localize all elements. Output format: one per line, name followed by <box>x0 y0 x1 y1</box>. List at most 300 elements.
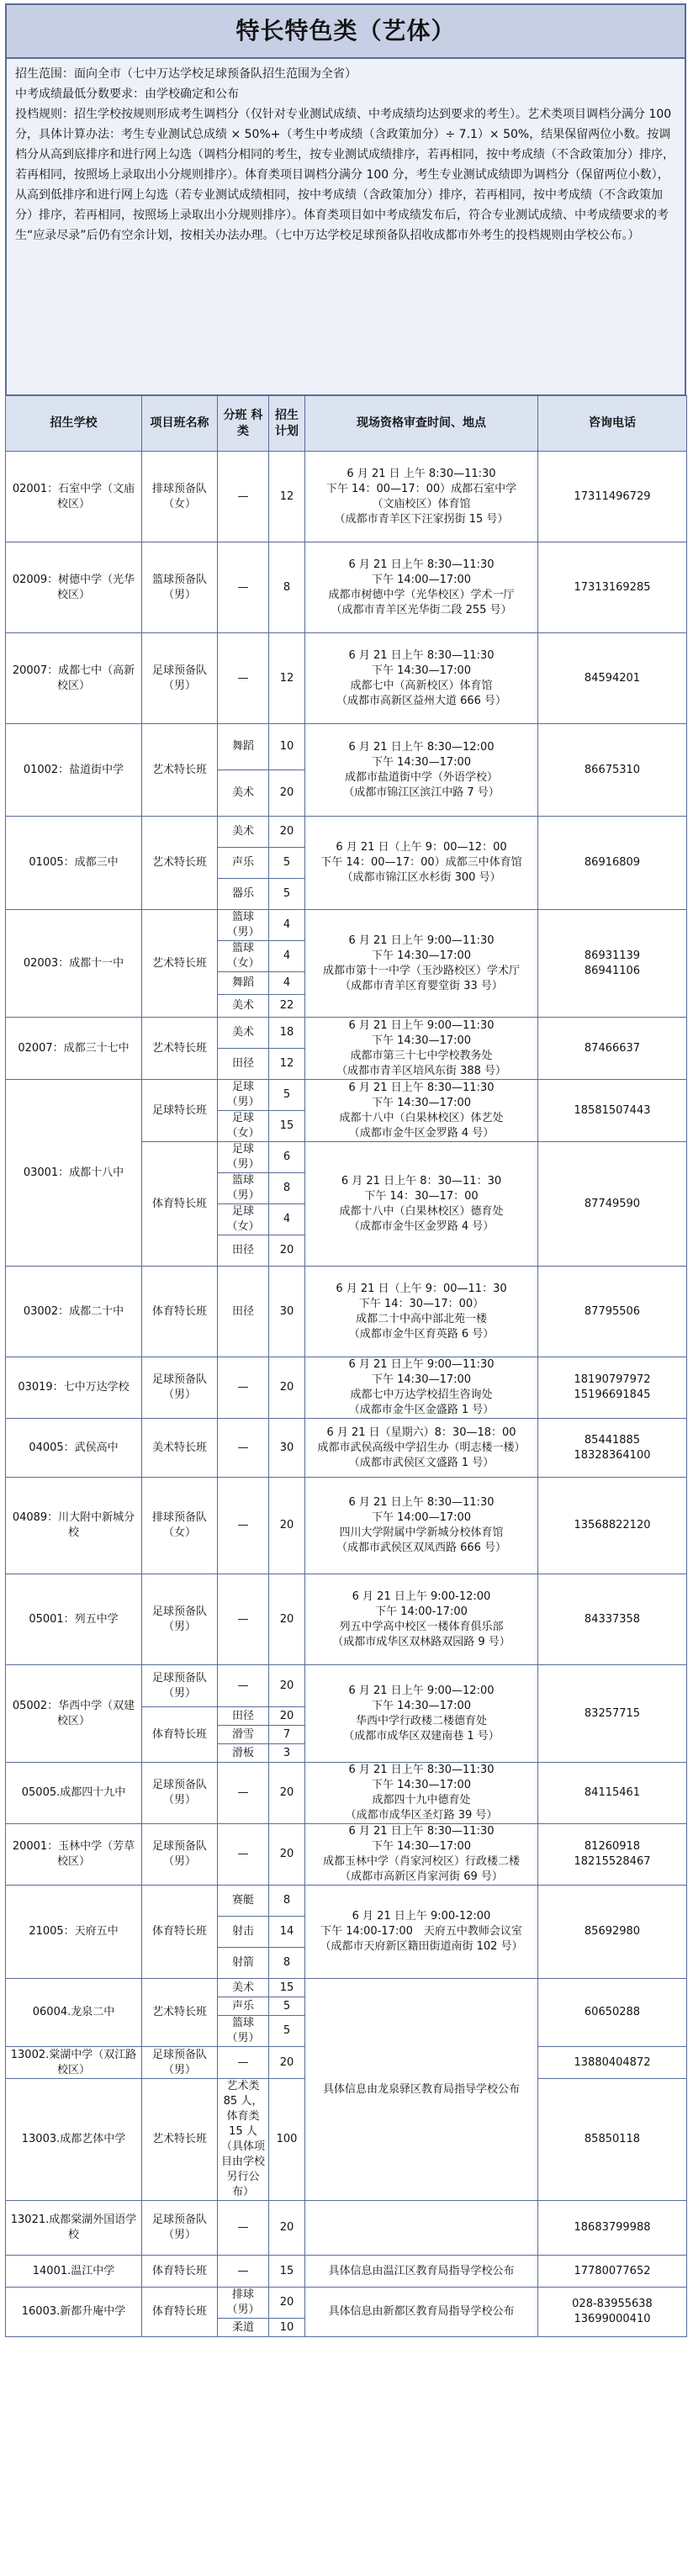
review-line: 成都十八中（白果林校区）体艺处 <box>339 1111 504 1124</box>
review-line: （成都市成华区双建南巷 1 号） <box>343 1729 500 1743</box>
subclass-cell <box>218 1824 269 1886</box>
plan-cell <box>269 910 305 941</box>
review-line: （成都市青羊区育婴堂街 33 号） <box>340 979 503 992</box>
school-name: 06004.龙泉二中 <box>32 2006 115 2018</box>
subclass-cell <box>218 910 269 941</box>
phone-number: 85692980 <box>584 1925 641 1938</box>
subclass-cell <box>218 1267 269 1357</box>
phone-number: 84115461 <box>584 1786 641 1799</box>
review-cell <box>305 1886 538 1979</box>
program-name: 足球预备队（男） <box>151 2214 207 2241</box>
subclass-cell <box>218 879 269 910</box>
review-line: （成都市金牛区金罗路 4 号） <box>348 1126 495 1140</box>
subclass-cell <box>218 2047 269 2079</box>
program-cell <box>142 817 218 910</box>
phone-cell <box>538 1478 687 1574</box>
plan-value: 12 <box>279 489 294 503</box>
plan-value: 5 <box>283 887 291 900</box>
admissions-table <box>5 395 687 2337</box>
plan-cell <box>269 941 305 972</box>
program-cell <box>142 2288 218 2337</box>
plan-value: 8 <box>283 1956 291 1969</box>
subclass-cell <box>218 2201 269 2256</box>
header-program: 项目班名称 <box>142 396 218 452</box>
program-cell <box>142 1478 218 1574</box>
plan-cell <box>269 995 305 1018</box>
phone-cell <box>538 1080 687 1142</box>
table-row <box>6 817 687 848</box>
program-cell <box>142 2256 218 2288</box>
plan-value: 30 <box>279 1441 294 1454</box>
plan-value: 20 <box>279 1679 294 1692</box>
review-line: 6 月 21 日（上午 9：00—12：00 <box>336 841 507 854</box>
subclass-value: 射击 <box>231 1925 254 1938</box>
program-cell <box>142 1142 218 1267</box>
intro-line: 投档规则：招生学校按规则形成考生调档分（仅针对专业测试成绩、中考成绩均达到要求的考生）。艺术类项目调档分满分 100 分，具体计算办法：考生专业测试总成绩 × 50%+（考生中考成绩（含政策加分）÷ 7.1）× 50%，结果保留两位小数。按调档分从高到底排序和进行网上勾选（调档分相同的考生，按专业测试成绩排序，若再相同，按中考成绩（不含政策加分）排序，若再相同，按照场上录取出小分规则排序）。体育类项目调档分满分 100 分，考生专业测试成绩即为调档分（保留两位小数），从高到低排序和进行网上勾选（若专业测试成绩相同，按中考成绩（含政策加分）排序，若再相同，按中考成绩（不含政策加分）排序，若再相同，按照场上录取出小分规则排序）。体育类项目如中考成绩发布后，符合专业测试成绩、中考成绩要求的考生“应录尽录”后仍有空余计划，按相关办法办理。（七中万达学校足球预备队招收成都市外考生的投档规则由学校公布。） <box>15 108 674 242</box>
subclass-cell <box>218 1235 269 1267</box>
plan-value: 20 <box>279 1519 294 1531</box>
subclass-value: 舞蹈 <box>231 740 254 753</box>
subclass-value: — <box>237 2264 249 2277</box>
plan-cell <box>269 1707 305 1726</box>
plan-value: 4 <box>283 1213 291 1225</box>
subclass-cell <box>218 542 269 633</box>
header-row <box>6 396 687 452</box>
subclass-value: 篮球（男） <box>226 1174 260 1202</box>
school-name: 05002：华西中学（双建校区） <box>12 1699 135 1727</box>
subclass-cell <box>218 2079 269 2201</box>
program-cell <box>142 633 218 724</box>
subclass-value: — <box>237 2055 249 2069</box>
subclass-cell <box>218 2288 269 2319</box>
intro-line: 中考成绩最低分数要求：由学校确定和公布 <box>15 87 239 101</box>
review-line: 6 月 21 日（星期六）8：30—18：00 <box>326 1426 516 1439</box>
phone-number: 18683799988 <box>574 2221 651 2234</box>
review-cell <box>305 1080 538 1142</box>
program-name: 艺术特长班 <box>151 1041 207 1055</box>
phone-number: 83257715 <box>584 1706 641 1720</box>
school-name: 02003：成都十一中 <box>23 956 124 970</box>
subclass-value: 柔道 <box>231 2320 254 2334</box>
phone-cell <box>538 1574 687 1665</box>
school-cell <box>6 1018 142 1080</box>
subclass-cell <box>218 1997 269 2016</box>
program-name: 足球预备队（男） <box>151 1840 207 1868</box>
plan-value: 20 <box>279 1709 294 1722</box>
subclass-value: — <box>237 1381 249 1394</box>
review-line: （成都市成华区圣灯路 39 号） <box>345 1809 498 1822</box>
program-cell <box>142 1419 218 1478</box>
review-cell <box>305 2201 538 2256</box>
review-cell <box>305 542 538 633</box>
subclass-cell <box>218 1574 269 1665</box>
review-line: 下午 14：30—17：00 <box>364 1189 479 1203</box>
school-cell <box>6 1665 142 1763</box>
review-line: 成都市树德中学（光华校区）学术一厅 <box>328 588 515 601</box>
phone-number: 85850118 <box>584 2133 641 2145</box>
phone-cell <box>538 2201 687 2256</box>
subclass-cell <box>218 1665 269 1707</box>
plan-cell <box>269 2288 305 2319</box>
review-line: 6 月 21 日上午 8:30—11:30 <box>348 1825 495 1838</box>
plan-cell <box>269 1665 305 1707</box>
review-line: 下午 14:30—17:00 <box>371 755 472 769</box>
review-cell <box>305 1824 538 1886</box>
subclass-cell <box>218 724 269 770</box>
review-cell <box>305 1478 538 1574</box>
subclass-value: 美术 <box>231 825 254 838</box>
program-name: 足球预备队（男） <box>151 1605 207 1633</box>
school-name: 16003.新都升庵中学 <box>21 2305 126 2318</box>
header-school: 招生学校 <box>6 396 142 452</box>
plan-value: 8 <box>283 1182 291 1194</box>
subclass-cell <box>218 1707 269 1726</box>
review-line: （成都市高新区益州大道 666 号） <box>336 694 507 707</box>
program-cell <box>142 1574 218 1665</box>
review-line: （成都市青羊区培风东街 388 号） <box>336 1064 507 1077</box>
subclass-value: 足球（男） <box>226 1081 260 1108</box>
plan-cell <box>269 879 305 910</box>
review-line: 成都市盐道街中学（外语学校） <box>344 770 498 784</box>
review-line: 6 月 21 日上午 8:30—11:30 <box>348 1081 495 1094</box>
plan-cell <box>269 1763 305 1824</box>
phone-number: 18215528467 <box>574 1855 651 1868</box>
program-name: 艺术特长班 <box>151 2133 207 2145</box>
review-line: 下午 14:00—17:00 <box>371 573 472 586</box>
program-name: 体育特长班 <box>151 1727 207 1741</box>
school-name: 14001.温江中学 <box>32 2264 115 2277</box>
program-cell <box>142 1018 218 1080</box>
plan-cell <box>269 1173 305 1204</box>
school-cell <box>6 1574 142 1665</box>
intro-block <box>5 59 686 395</box>
program-cell <box>142 1979 218 2047</box>
program-cell <box>142 2201 218 2256</box>
phone-cell <box>538 633 687 724</box>
plan-cell <box>269 1997 305 2016</box>
plan-cell <box>269 1357 305 1419</box>
review-line: （成都市成华区双林路双园路 9 号） <box>332 1635 510 1648</box>
phone-number: 15196691845 <box>574 1389 651 1401</box>
review-line: 6 月 21 日上午 9:00—11:30 <box>348 1358 495 1371</box>
review-cell <box>305 1665 538 1763</box>
school-name: 03001：成都十八中 <box>23 1166 124 1179</box>
subclass-cell <box>218 1018 269 1049</box>
subclass-value: 篮球（男） <box>226 2017 260 2044</box>
phone-cell <box>538 452 687 542</box>
subclass-value: 滑板 <box>231 1746 254 1759</box>
program-cell <box>142 724 218 817</box>
review-line: （成都市锦江区水杉街 300 号） <box>341 871 501 884</box>
review-line: （成都市青羊区光华街二段 255 号） <box>331 603 512 616</box>
program-name: 艺术特长班 <box>151 956 207 970</box>
program-name: 足球预备队（男） <box>151 1779 207 1806</box>
review-line: （成都市高新区肖家河街 69 号） <box>340 1870 503 1883</box>
plan-cell <box>269 770 305 817</box>
review-cell <box>305 1979 538 2201</box>
review-line: 6 月 21 日上午 8:30—12:00 <box>348 740 495 754</box>
school-name: 04089：川大附中新城分校 <box>12 1511 135 1539</box>
subclass-value: 田径 <box>231 1244 254 1256</box>
phone-number: 84337358 <box>584 1612 641 1626</box>
school-name: 13021.成都棠湖外国语学校 <box>10 2214 137 2241</box>
header-subclass: 分班 科类 <box>218 396 269 452</box>
subclass-cell <box>218 1478 269 1574</box>
school-cell <box>6 2201 142 2256</box>
subclass-value: 声乐 <box>231 856 254 869</box>
review-cell <box>305 1419 538 1478</box>
program-name: 体育特长班 <box>151 2264 207 2277</box>
subclass-cell <box>218 1173 269 1204</box>
school-cell <box>6 542 142 633</box>
review-line: 下午 14:30—17:00 <box>371 1840 472 1853</box>
phone-number: 13699000410 <box>574 2313 651 2325</box>
subclass-cell <box>218 770 269 817</box>
program-cell <box>142 2079 218 2201</box>
review-cell <box>305 910 538 1018</box>
school-name: 03002：成都二十中 <box>23 1304 124 1318</box>
subclass-cell <box>218 817 269 848</box>
plan-cell <box>269 1726 305 1744</box>
review-cell <box>305 724 538 817</box>
plan-value: 22 <box>279 999 294 1012</box>
header-phone: 咨询电话 <box>538 396 687 452</box>
school-cell <box>6 2288 142 2337</box>
phone-number: 028-83955638 <box>572 2298 653 2310</box>
plan-cell <box>269 972 305 995</box>
school-name: 13003.成都艺体中学 <box>21 2133 126 2145</box>
plan-cell <box>269 542 305 633</box>
plan-cell <box>269 452 305 542</box>
subclass-value: 器乐 <box>231 887 254 900</box>
program-cell <box>142 542 218 633</box>
school-cell <box>6 1357 142 1419</box>
table-row <box>6 1080 687 1111</box>
plan-value: 20 <box>279 2055 294 2069</box>
review-line: 成都玉林中学（肖家河校区）行政楼二楼 <box>322 1855 520 1868</box>
phone-number: 87795506 <box>584 1304 641 1318</box>
plan-value: 10 <box>279 740 294 753</box>
table-row <box>6 452 687 542</box>
phone-number: 86675310 <box>584 763 641 776</box>
plan-value: 14 <box>279 1925 294 1938</box>
subclass-value: — <box>237 1441 249 1454</box>
plan-cell <box>269 2319 305 2337</box>
subclass-value: 射箭 <box>231 1956 254 1969</box>
subclass-value: 足球（女） <box>226 1112 260 1140</box>
review-line: 6 月 21 日上午 8:30—11:30 <box>348 558 495 571</box>
school-name: 02001：石室中学（文庙校区） <box>12 482 135 510</box>
subclass-value: 赛艇 <box>231 1894 254 1907</box>
review-cell <box>305 1763 538 1824</box>
school-cell <box>6 817 142 910</box>
school-name: 01005：成都三中 <box>29 856 119 869</box>
review-line: 具体信息由龙泉驿区教育局指导学校公布 <box>322 2082 520 2096</box>
plan-value: 5 <box>283 1999 291 2013</box>
review-line: 成都市武侯高级中学招生办（明志楼一楼） <box>317 1441 526 1454</box>
review-line: 6 月 21 日（上午 9：00—11：30 <box>336 1282 507 1295</box>
table-row <box>6 1824 687 1886</box>
plan-value: 12 <box>279 671 294 685</box>
phone-number: 85441885 <box>584 1433 641 1447</box>
plan-value: 4 <box>283 918 291 931</box>
program-name: 艺术特长班 <box>151 2006 207 2018</box>
program-cell <box>142 452 218 542</box>
program-name: 体育特长班 <box>151 1304 207 1318</box>
phone-cell <box>538 2256 687 2288</box>
phone-cell <box>538 1142 687 1267</box>
review-cell <box>305 452 538 542</box>
review-line: 下午 14:00—17:00 <box>371 1511 472 1524</box>
school-name: 20007：成都七中（高新校区） <box>12 664 135 692</box>
plan-cell <box>269 1142 305 1173</box>
school-cell <box>6 1886 142 1979</box>
review-line: （成都市金牛区育英路 6 号） <box>348 1327 495 1341</box>
subclass-cell <box>218 972 269 995</box>
plan-value: 10 <box>279 2320 294 2334</box>
plan-value: 20 <box>279 786 294 799</box>
plan-cell <box>269 1049 305 1080</box>
phone-number: 86941106 <box>584 964 641 977</box>
review-line: 具体信息由温江区教育局指导学校公布 <box>328 2264 515 2277</box>
review-line: 下午 14:00-17:00 <box>375 1605 468 1618</box>
program-name: 体育特长班 <box>151 1925 207 1938</box>
table-row <box>6 2256 687 2288</box>
plan-cell <box>269 1824 305 1886</box>
review-cell <box>305 2288 538 2337</box>
table-row <box>6 724 687 770</box>
plan-value: 8 <box>283 580 291 594</box>
phone-cell <box>538 1665 687 1763</box>
review-line: （成都市武侯区双凤西路 666 号） <box>336 1542 507 1554</box>
program-cell <box>142 1824 218 1886</box>
program-name: 足球预备队（男） <box>151 664 207 692</box>
review-cell <box>305 1574 538 1665</box>
header-plan: 招生 计划 <box>269 396 305 452</box>
plan-cell <box>269 2079 305 2201</box>
review-line: 成都十八中（白果林校区）德育处 <box>339 1204 504 1218</box>
plan-value: 4 <box>283 949 291 962</box>
review-line: 成都市第十一中学（玉沙路校区）学术厅 <box>322 964 520 977</box>
review-cell <box>305 817 538 910</box>
school-cell <box>6 1824 142 1886</box>
plan-cell <box>269 1917 305 1948</box>
review-line: 6 月 21 日上午 9:00—11:30 <box>348 934 495 947</box>
plan-value: 20 <box>279 1612 294 1626</box>
subclass-cell <box>218 1886 269 1917</box>
phone-cell <box>538 542 687 633</box>
plan-cell <box>269 848 305 879</box>
school-name: 01002：盐道街中学 <box>23 763 124 776</box>
table-row <box>6 1018 687 1049</box>
subclass-cell <box>218 1726 269 1744</box>
table-row <box>6 1478 687 1574</box>
review-line: 下午 14：30—17：00） <box>358 1297 484 1310</box>
review-line: 6 月 21 日上午 9:00-12:00 <box>352 1590 491 1603</box>
plan-cell <box>269 1419 305 1478</box>
plan-cell <box>269 2016 305 2047</box>
school-cell <box>6 2256 142 2288</box>
school-cell <box>6 633 142 724</box>
phone-cell <box>538 817 687 910</box>
program-name: 足球特长班 <box>151 1103 207 1117</box>
phone-number: 17780077652 <box>574 2264 651 2277</box>
subclass-cell <box>218 1080 269 1111</box>
school-cell <box>6 1419 142 1478</box>
plan-cell <box>269 1111 305 1142</box>
plan-value: 5 <box>283 1088 291 1101</box>
subclass-cell <box>218 1357 269 1419</box>
phone-cell <box>538 1419 687 1478</box>
plan-cell <box>269 724 305 770</box>
review-line: 列五中学高中校区一楼体育俱乐部 <box>339 1620 504 1633</box>
subclass-cell <box>218 1744 269 1763</box>
phone-cell <box>538 1267 687 1357</box>
review-line: 成都四十九中德育处 <box>372 1794 471 1806</box>
review-line: 6 月 21 日上午 8：30—11：30 <box>341 1174 502 1187</box>
review-line: 6 月 21 日上午 8:30—11:30 <box>348 1496 495 1509</box>
plan-cell <box>269 1886 305 1917</box>
plan-value: 20 <box>279 1786 294 1799</box>
plan-value: 15 <box>279 2264 294 2277</box>
program-name: 篮球预备队（男） <box>151 573 207 601</box>
subclass-value: 田径 <box>231 1709 254 1722</box>
program-name: 美术特长班 <box>151 1441 207 1454</box>
review-cell <box>305 1018 538 1080</box>
subclass-value: 排球（男） <box>226 2288 260 2316</box>
plan-cell <box>269 1267 305 1357</box>
subclass-value: — <box>237 1519 249 1531</box>
school-cell <box>6 2047 142 2079</box>
subclass-value: 田径 <box>231 1057 254 1070</box>
review-line: 成都市第三十七中学校教务处 <box>350 1049 493 1062</box>
program-cell <box>142 1357 218 1419</box>
subclass-cell <box>218 1111 269 1142</box>
subclass-value: — <box>237 1848 249 1860</box>
school-cell <box>6 1080 142 1267</box>
subclass-value: 美术 <box>231 1981 254 1994</box>
plan-value: 18 <box>279 1026 294 1039</box>
phone-cell <box>538 1979 687 2047</box>
review-line: 下午 14：00—17：00）成都石室中学 <box>325 482 517 495</box>
review-line: 成都七中（高新校区）体育馆 <box>350 679 493 692</box>
school-name: 20001：玉林中学（芳草校区） <box>12 1840 135 1868</box>
subclass-cell <box>218 2319 269 2337</box>
school-name: 05001：列五中学 <box>29 1612 119 1626</box>
review-line: 下午 14:30—17:00 <box>371 664 472 677</box>
subclass-value: — <box>237 671 249 685</box>
plan-cell <box>269 1574 305 1665</box>
subclass-value: — <box>237 1612 249 1626</box>
subclass-value: — <box>237 2221 249 2234</box>
school-name: 02007：成都三十七中 <box>18 1041 130 1055</box>
school-name: 13002.棠湖中学（双江路校区） <box>10 2048 137 2076</box>
program-name: 艺术特长班 <box>151 763 207 776</box>
review-line: 四川大学附属中学新城分校体育馆 <box>339 1526 504 1539</box>
plan-value: 15 <box>279 1119 294 1132</box>
subclass-value: 美术 <box>231 786 254 799</box>
phone-number: 87749590 <box>584 1197 641 1210</box>
program-cell <box>142 910 218 1018</box>
phone-number: 18328364100 <box>574 1448 651 1462</box>
subclass-cell <box>218 633 269 724</box>
subclass-cell <box>218 1979 269 1997</box>
review-line: 成都二十中高中部北苑一楼 <box>355 1312 487 1325</box>
subclass-cell <box>218 1763 269 1824</box>
phone-cell <box>538 1357 687 1419</box>
plan-value: 5 <box>283 2024 291 2037</box>
plan-value: 15 <box>279 1981 294 1994</box>
